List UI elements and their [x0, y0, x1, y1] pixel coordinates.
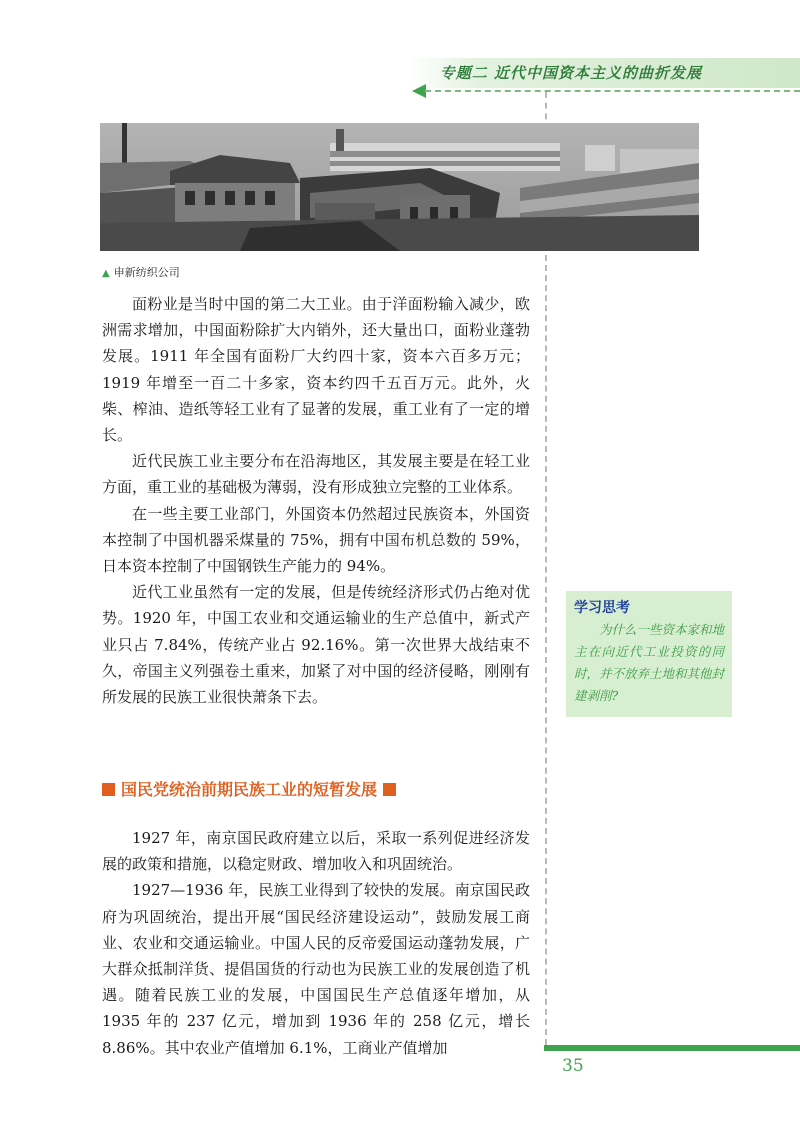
arrow-left-icon: [412, 84, 426, 98]
paragraph: 面粉业是当时中国的第二大工业。由于洋面粉输入减少，欧洲需求增加，中国面粉除扩大内销外，还大量出口，面粉业蓬勃发展。1911 年全国有面粉厂大约四十家，资本六百多万元；1919 年增至一百二十多家，资本约四千五百万元。此外，火柴、榨油、造纸等轻工业有了显著的发展，重工业有了一定的增长。: [102, 295, 530, 445]
paragraph: 在一些主要工业部门，外国资本仍然超过民族资本，外国资本控制了中国机器采煤量的 75%，拥有中国布机总数的 59%，日本资本控制了中国钢铁生产能力的 94%。: [102, 504, 530, 576]
paragraph: 1927—1936 年，民族工业得到了较快的发展。南京国民政府为巩固统治，提出开展“国民经济建设运动”，鼓励发展工商业、农业和交通运输业。中国人民的反帝爱国运动蓬勃发展，广大群众抵制洋货、提倡国货的行动也为民族工业的发展创造了机遇。随着民族工业的发展，中国国民生产总值逐年增加，从 1935 年的 237 亿元，增加到 1936 年的 258 亿元，增长 8.86%。其中农业产值增加 6.1%，工商业产值增加: [102, 881, 530, 1057]
photo-caption: [102, 264, 180, 280]
paragraph: 近代民族工业主要分布在沿海地区，其发展主要是在轻工业方面，重工业的基础极为薄弱，没有形成独立完整的工业体系。: [102, 452, 530, 497]
study-question-text: 为什么一些资本家和地主在向近代工业投资的同时，并不放弃土地和其他封建剥削?: [574, 622, 725, 703]
section-heading-text: 国民党统治前期民族工业的短暂发展: [121, 780, 378, 799]
body-text-top: [102, 291, 530, 710]
study-question-title: 学习思考: [574, 600, 630, 616]
chapter-title: 专题二 近代中国资本主义的曲折发展: [439, 64, 702, 82]
square-bullet-icon: [383, 783, 396, 796]
body-text-bottom: [102, 825, 530, 1061]
section-heading: [102, 777, 396, 800]
margin-divider: [545, 255, 547, 1045]
factory-photo: [100, 123, 699, 251]
paragraph: 1927 年，南京国民政府建立以后，采取一系列促进经济发展的政策和措施，以稳定财政、增加收入和巩固统治。: [102, 829, 530, 874]
caption-text: 申新纺织公司: [113, 266, 180, 279]
study-question-box: [566, 591, 732, 717]
square-bullet-icon: [102, 783, 115, 796]
header-dashed-rule: [425, 90, 800, 92]
triangle-marker-icon: ▲: [102, 268, 110, 279]
paragraph: 近代工业虽然有一定的发展，但是传统经济形式仍占绝对优势。1920 年，中国工农业和交通运输业的生产总值中，新式产业只占 7.84%，传统产业占 92.16%。第一次世界大战结束不久，帝国主义列强卷土重来，加紧了对中国的经济侵略，刚刚有所发展的民族工业很快萧条下去。: [102, 583, 530, 707]
footer-bar: [544, 1045, 800, 1051]
page-number: 35: [562, 1056, 584, 1076]
